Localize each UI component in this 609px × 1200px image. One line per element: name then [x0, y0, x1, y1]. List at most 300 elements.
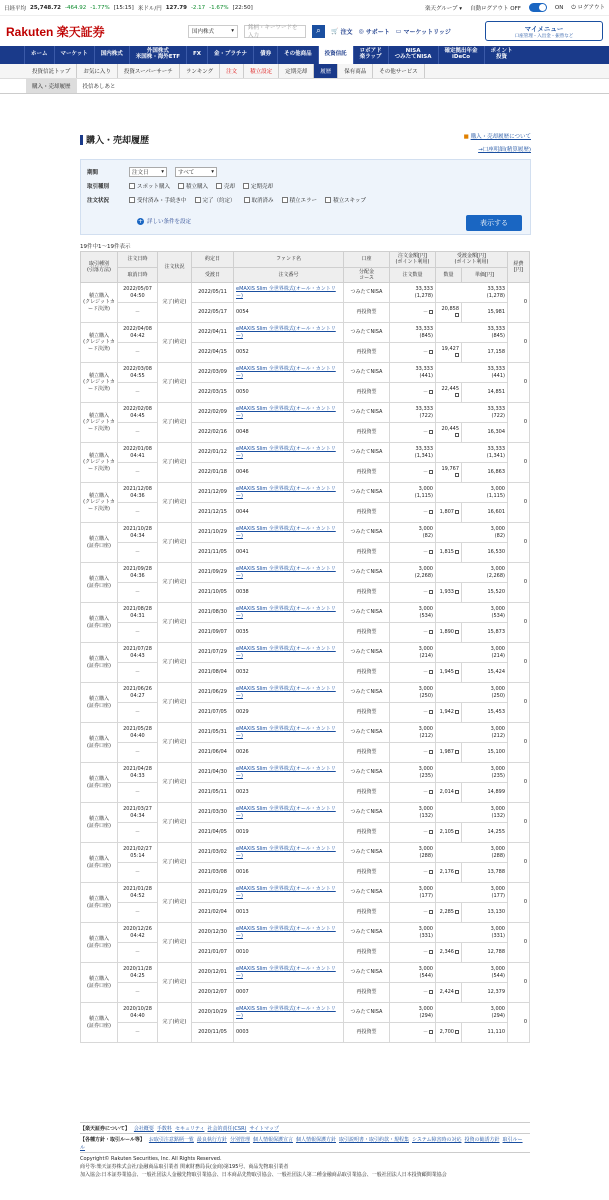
checkbox-box: [325, 197, 331, 203]
cell-account: つみたてNISA: [344, 363, 390, 383]
footer-link[interactable]: お取引注意銘柄一覧: [148, 1137, 194, 1143]
cell-exec-date: 2021/09/29: [192, 563, 234, 583]
cell-order-amount: 3,000 (82): [390, 523, 436, 543]
cell-order-no: 0038: [234, 583, 344, 603]
footer-link[interactable]: 分別管理: [229, 1137, 250, 1143]
cell-order-qty: [390, 783, 436, 803]
square-icon: [455, 710, 459, 714]
fund-name-link[interactable]: eMAXIS Slim 全世界株式(オール・カントリー): [234, 923, 344, 943]
cell-unit-price: 16,530: [462, 543, 508, 563]
order-qty-value: －: [422, 1029, 428, 1036]
cell-fee: 0: [508, 763, 530, 803]
cell-qty: [436, 903, 462, 923]
cell-account: つみたてNISA: [344, 683, 390, 703]
cell-cancel-date: －: [118, 943, 158, 963]
my-menu-title: マイメニュー: [524, 24, 564, 33]
order-qty-value: －: [422, 869, 428, 876]
gnav-nisa[interactable]: NISA つみたてNISA: [388, 46, 438, 64]
square-icon: [429, 350, 433, 354]
cell-cancel-date: －: [118, 303, 158, 323]
fund-name-link[interactable]: eMAXIS Slim 全世界株式(オール・カントリー): [234, 643, 344, 663]
square-icon: [455, 1030, 459, 1034]
cell-kind: 積立購入 (証券口座): [81, 523, 118, 563]
qty-value: 2,700: [439, 1029, 454, 1036]
table-row-sub: [81, 783, 530, 803]
table-row-sub: [81, 823, 530, 843]
cell-delivery-date: 2021/08/04: [192, 663, 234, 683]
fund-name-link[interactable]: eMAXIS Slim 全世界株式(オール・カントリー): [234, 323, 344, 343]
footer-link[interactable]: 手数料: [156, 1126, 172, 1132]
cell-delivery-date: 2021/01/07: [192, 943, 234, 963]
cell-order-date: 2021/03/27 04:34: [118, 803, 158, 823]
table-row: [81, 1003, 530, 1023]
chevron-down-icon: ▾: [211, 169, 214, 175]
show-button[interactable]: 表示する: [466, 215, 522, 231]
th-order-no: 注文番号: [234, 267, 344, 283]
type-spot-label: スポット購入: [137, 184, 171, 190]
my-menu-sub: 口座管理・入出金・振替など: [514, 33, 574, 39]
fund-name-link[interactable]: eMAXIS Slim 全世界株式(オール・カントリー): [234, 443, 344, 463]
cell-kind: 積立購入 (証券口座): [81, 1003, 118, 1043]
type-row: [87, 179, 524, 193]
cell-kind: 積立購入 (クレジットカード決済): [81, 443, 118, 483]
cell-order-date: 2022/01/08 04:41: [118, 443, 158, 463]
th-kind: 取引種別 (引落方法): [81, 252, 118, 283]
cell-order-no: 0032: [234, 663, 344, 683]
cell-order-amount: 33,333 (441): [390, 363, 436, 383]
snav-ranking[interactable]: ランキング: [180, 64, 220, 78]
cell-fee: 0: [508, 1003, 530, 1043]
cell-kind: 積立購入 (証券口座): [81, 883, 118, 923]
gnav-robo[interactable]: ロボアド 楽ラップ: [353, 46, 388, 64]
cell-unit-price: 15,981: [462, 303, 508, 323]
cell-order-qty: [390, 583, 436, 603]
cell-cancel-date: －: [118, 423, 158, 443]
cell-dist-course: 再投資型: [344, 463, 390, 483]
type-periodic-sell-checkbox[interactable]: [243, 182, 273, 190]
snav-tsumitate[interactable]: 積立設定: [244, 64, 279, 78]
product-select-value: 国内株式: [192, 29, 215, 35]
cell-kind: 積立購入 (クレジットカード決済): [81, 483, 118, 523]
square-icon: [455, 393, 459, 397]
cell-kind: 積立購入 (クレジットカード決済): [81, 363, 118, 403]
cell-order-date: 2021/05/28 04:40: [118, 723, 158, 743]
cell-account: つみたてNISA: [344, 563, 390, 583]
snav-history[interactable]: 履歴: [314, 64, 338, 78]
cell-account: つみたてNISA: [344, 763, 390, 783]
cell-exec-date: 2020/12/01: [192, 963, 234, 983]
chevron-down-icon: ▾: [161, 169, 164, 175]
cell-cancel-date: －: [118, 583, 158, 603]
table-row: [81, 963, 530, 983]
qty-value: 19,767: [441, 466, 459, 473]
cell-dist-course: 再投資型: [344, 423, 390, 443]
status-accepted-label: 受付済み・手続き中: [137, 198, 187, 204]
gnav-home[interactable]: ホーム: [24, 46, 54, 64]
fund-name-link[interactable]: eMAXIS Slim 全世界株式(オール・カントリー): [234, 603, 344, 623]
table-row-sub: [81, 663, 530, 683]
footer-link[interactable]: 取引説明書・取引約款・規程集: [338, 1137, 409, 1143]
cell-delivery-date: 2022/04/15: [192, 343, 234, 363]
account-statement-link[interactable]: →口座明細(精算履歴): [478, 147, 531, 153]
cell-dist-course: 再投資型: [344, 703, 390, 723]
type-periodic-sell-label: 定期売却: [251, 184, 274, 190]
table-row-sub: [81, 743, 530, 763]
cell-order-qty: [390, 743, 436, 763]
order-qty-value: －: [422, 549, 428, 556]
gnav-gold[interactable]: 金・プラチナ: [207, 46, 253, 64]
cell-fee: 0: [508, 803, 530, 843]
support-link[interactable]: [359, 27, 390, 36]
order-qty-value: －: [422, 429, 428, 436]
cell-unit-price: 14,255: [462, 823, 508, 843]
square-icon: [429, 790, 433, 794]
cell-status: 完了(約定): [158, 323, 192, 363]
fund-name-link[interactable]: eMAXIS Slim 全世界株式(オール・カントリー): [234, 523, 344, 543]
cell-order-amount: 3,000 (177): [390, 883, 436, 903]
search-button[interactable]: [312, 25, 325, 38]
gnav-jp-stock[interactable]: 国内株式: [94, 46, 129, 64]
cell-account: つみたてNISA: [344, 323, 390, 343]
cell-order-qty: [390, 1023, 436, 1043]
cell-order-qty: [390, 343, 436, 363]
cell-recv-amount: 3,000 (544): [436, 963, 508, 983]
fund-name-link[interactable]: eMAXIS Slim 全世界株式(オール・カントリー): [234, 483, 344, 503]
snav-other-services[interactable]: その他サービス: [373, 64, 425, 78]
footer-link[interactable]: 個人情報保護宣言: [252, 1137, 293, 1143]
cell-order-date: 2021/08/28 04:31: [118, 603, 158, 623]
snav-order[interactable]: 注文: [220, 64, 244, 78]
footer-link[interactable]: 会社概要: [133, 1126, 154, 1132]
th-dist-course: 分配金 コース: [344, 267, 390, 283]
cell-kind: 積立購入 (証券口座): [81, 843, 118, 883]
cell-dist-course: 再投資型: [344, 823, 390, 843]
cell-recv-amount: 3,000 (177): [436, 883, 508, 903]
sub-nav: [0, 64, 609, 79]
cell-qty: [436, 303, 462, 323]
cell-status: 完了(約定): [158, 963, 192, 1003]
order-qty-value: －: [422, 349, 428, 356]
status-error-checkbox[interactable]: [282, 196, 318, 204]
cell-cancel-date: －: [118, 463, 158, 483]
status-accepted-checkbox[interactable]: [129, 196, 187, 204]
snav-periodic-sell[interactable]: 定期売却: [279, 64, 314, 78]
cell-order-qty: [390, 423, 436, 443]
cell-cancel-date: －: [118, 823, 158, 843]
cell-dist-course: 再投資型: [344, 743, 390, 763]
cell-order-date: 2020/11/28 04:25: [118, 963, 158, 983]
qty-value: 1,933: [439, 589, 454, 596]
cell-account: つみたてNISA: [344, 523, 390, 543]
period-type-select[interactable]: [129, 167, 167, 177]
cell-order-amount: 3,000 (294): [390, 1003, 436, 1023]
cell-order-amount: 3,000 (132): [390, 803, 436, 823]
table-row-sub: [81, 423, 530, 443]
cell-recv-amount: 33,333 (1,341): [436, 443, 508, 463]
fund-name-link[interactable]: eMAXIS Slim 全世界株式(オール・カントリー): [234, 563, 344, 583]
auto-logout-toggle[interactable]: [529, 3, 547, 12]
usdjpy-time: [22:50]: [232, 4, 253, 11]
cell-exec-date: 2021/01/29: [192, 883, 234, 903]
square-icon: [429, 310, 433, 314]
search-input[interactable]: [244, 25, 306, 38]
footer-link[interactable]: 社会的責任(CSR): [207, 1126, 247, 1132]
gnav-bond[interactable]: 債券: [253, 46, 277, 64]
footer-policy: [80, 1133, 530, 1152]
cell-account: つみたてNISA: [344, 443, 390, 463]
cell-exec-date: 2022/01/12: [192, 443, 234, 463]
status-done-checkbox[interactable]: [195, 196, 236, 204]
cell-unit-price: 15,100: [462, 743, 508, 763]
order-qty-value: －: [422, 469, 428, 476]
gnav-point[interactable]: ポイント 投資: [484, 46, 519, 64]
cell-delivery-date: 2022/05/17: [192, 303, 234, 323]
fund-name-link[interactable]: eMAXIS Slim 全世界株式(オール・カントリー): [234, 683, 344, 703]
footer-policy-title: 【各種方針・取引ルール等】: [80, 1137, 145, 1143]
cell-delivery-date: 2021/02/04: [192, 903, 234, 923]
cell-fee: 0: [508, 403, 530, 443]
tab-fund-footprint[interactable]: 投信あしあと: [82, 84, 116, 90]
cell-order-date: 2022/03/08 04:55: [118, 363, 158, 383]
cell-delivery-date: 2021/07/05: [192, 703, 234, 723]
cell-exec-date: 2021/03/02: [192, 843, 234, 863]
market-speed-link[interactable]: [396, 27, 451, 36]
gnav-market[interactable]: マーケット: [54, 46, 94, 64]
type-label: 取引種別: [87, 184, 110, 190]
gnav-other[interactable]: その他商品: [277, 46, 318, 64]
snav-super-search[interactable]: 投資スーパーサーチ: [118, 64, 180, 78]
cell-order-date: 2022/04/08 04:42: [118, 323, 158, 343]
cell-dist-course: 再投資型: [344, 783, 390, 803]
cell-delivery-date: 2021/12/15: [192, 503, 234, 523]
status-cancelled-checkbox[interactable]: [244, 196, 274, 204]
cell-exec-date: 2021/12/09: [192, 483, 234, 503]
table-row: [81, 723, 530, 743]
page-title-text: 購入・売却履歴: [86, 136, 150, 146]
cell-order-date: 2021/07/28 04:43: [118, 643, 158, 663]
order-qty-value: －: [422, 989, 428, 996]
cell-account: つみたてNISA: [344, 403, 390, 423]
cell-unit-price: 12,788: [462, 943, 508, 963]
tab-bar: [0, 79, 609, 94]
square-icon: [455, 990, 459, 994]
association-info: 加入協会:日本証券業協会、一般社団法人金融先物取引業協会、日本商品先物取引協会、一般社団法人第二種金融商品取引業協会、一般社団法人日本投資顧問業協会: [80, 1172, 447, 1178]
type-sell-checkbox[interactable]: [216, 182, 235, 190]
cell-account: つみたてNISA: [344, 923, 390, 943]
footer-link[interactable]: 取引ルール: [80, 1137, 523, 1151]
status-cancelled-label: 取消済み: [251, 198, 274, 204]
cell-status: 完了(約定): [158, 603, 192, 643]
fund-name-link[interactable]: eMAXIS Slim 全世界株式(オール・カントリー): [234, 803, 344, 823]
cell-order-no: 0007: [234, 983, 344, 1003]
cell-unit-price: 17,158: [462, 343, 508, 363]
square-icon: [455, 910, 459, 914]
cell-dist-course: 再投資型: [344, 303, 390, 323]
support-icon: ◎: [358, 27, 364, 35]
result-count: 19件中1～19件表示: [80, 244, 131, 250]
cell-status: 完了(約定): [158, 1003, 192, 1043]
cell-delivery-date: 2022/02/16: [192, 423, 234, 443]
detail-conditions-link[interactable]: [137, 217, 191, 225]
cell-fee: 0: [508, 363, 530, 403]
table-row: [81, 843, 530, 863]
cell-cancel-date: －: [118, 863, 158, 883]
status-skip-checkbox[interactable]: [325, 196, 366, 204]
footer-link[interactable]: システム障害時の対応: [412, 1137, 462, 1143]
qty-value: 2,285: [439, 909, 454, 916]
product-select[interactable]: [188, 25, 238, 38]
gnav-ideco[interactable]: 確定拠出年金 iDeCo: [438, 46, 484, 64]
auto-logout-label: 自動ログアウト OFF: [470, 5, 521, 12]
cell-cancel-date: －: [118, 543, 158, 563]
qty-value: 2,105: [439, 829, 454, 836]
table-row: [81, 483, 530, 503]
checkbox-box: [282, 197, 288, 203]
table-row-sub: [81, 943, 530, 963]
qty-value: 1,890: [439, 629, 454, 636]
cell-order-no: 0046: [234, 463, 344, 483]
qty-value: 2,346: [439, 949, 454, 956]
th-delivery-date: 受渡日: [192, 267, 234, 283]
cell-recv-amount: 3,000 (288): [436, 843, 508, 863]
footer-link[interactable]: サイトマップ: [249, 1126, 279, 1132]
cell-dist-course: 再投資型: [344, 543, 390, 563]
gnav-fund[interactable]: 投資信託: [318, 46, 353, 64]
cell-order-qty: [390, 503, 436, 523]
type-sell-label: 売却: [224, 184, 236, 190]
order-qty-value: －: [422, 909, 428, 916]
cell-order-date: 2020/12/26 04:42: [118, 923, 158, 943]
table-row: [81, 443, 530, 463]
cell-unit-price: 12,379: [462, 983, 508, 1003]
table-row-sub: [81, 703, 530, 723]
cell-qty: [436, 823, 462, 843]
footer-link[interactable]: 最良執行方針: [196, 1137, 227, 1143]
about-history-link[interactable]: 購入・売却履歴について: [470, 134, 531, 140]
cell-unit-price: 11,110: [462, 1023, 508, 1043]
fund-name-link[interactable]: eMAXIS Slim 全世界株式(オール・カントリー): [234, 403, 344, 423]
cell-fee: 0: [508, 603, 530, 643]
cell-order-no: 0054: [234, 303, 344, 323]
cell-recv-amount: 3,000 (212): [436, 723, 508, 743]
cell-order-date: 2021/01/28 04:52: [118, 883, 158, 903]
cell-exec-date: 2022/04/11: [192, 323, 234, 343]
square-icon: [455, 830, 459, 834]
logout-button[interactable]: ⏻ ログアウト: [571, 5, 605, 11]
table-row-sub: [81, 863, 530, 883]
period-label: 期間: [87, 170, 99, 176]
cell-recv-amount: 3,000 (250): [436, 683, 508, 703]
cell-delivery-date: 2021/06/04: [192, 743, 234, 763]
period-range-select[interactable]: [175, 167, 217, 177]
cell-order-date: 2022/05/07 04:50: [118, 283, 158, 303]
cell-order-amount: 3,000 (1,115): [390, 483, 436, 503]
type-tsumitate-checkbox[interactable]: [178, 182, 208, 190]
cell-exec-date: 2021/08/30: [192, 603, 234, 623]
cell-kind: 積立購入 (証券口座): [81, 603, 118, 643]
cell-order-amount: 3,000 (331): [390, 923, 436, 943]
th-fund-name: ファンド名: [234, 252, 344, 268]
cell-fee: 0: [508, 843, 530, 883]
snav-holdings[interactable]: 保有商品: [338, 64, 373, 78]
status-error-label: 積立エラー: [289, 198, 318, 204]
cell-delivery-date: 2021/10/05: [192, 583, 234, 603]
cell-order-qty: [390, 543, 436, 563]
qty-value: 2,424: [439, 989, 454, 996]
cell-order-qty: [390, 703, 436, 723]
cell-fee: 0: [508, 523, 530, 563]
cell-account: つみたてNISA: [344, 283, 390, 303]
cell-account: つみたてNISA: [344, 1003, 390, 1023]
my-menu-button[interactable]: [485, 21, 603, 41]
cell-qty: [436, 943, 462, 963]
fund-name-link[interactable]: eMAXIS Slim 全世界株式(オール・カントリー): [234, 763, 344, 783]
rakuten-group-menu[interactable]: 楽天グループ ▾: [424, 5, 463, 12]
square-icon: [455, 750, 459, 754]
qty-value: 2,014: [439, 789, 454, 796]
gnav-foreign-stock[interactable]: 外国株式 米国株・海外ETF: [129, 46, 186, 64]
cell-fee: 0: [508, 883, 530, 923]
fund-name-link[interactable]: eMAXIS Slim 全世界株式(オール・カントリー): [234, 883, 344, 903]
cell-kind: 積立購入 (証券口座): [81, 923, 118, 963]
cell-order-no: 0050: [234, 383, 344, 403]
fund-name-link[interactable]: eMAXIS Slim 全世界株式(オール・カントリー): [234, 843, 344, 863]
cell-qty: [436, 343, 462, 363]
cell-dist-course: 再投資型: [344, 863, 390, 883]
tab-trade-history[interactable]: 購入・売却履歴: [26, 79, 77, 93]
checkbox-box: [244, 197, 250, 203]
fund-name-link[interactable]: eMAXIS Slim 全世界株式(オール・カントリー): [234, 1003, 344, 1023]
fund-name-link[interactable]: eMAXIS Slim 全世界株式(オール・カントリー): [234, 723, 344, 743]
cell-qty: [436, 623, 462, 643]
detail-conditions-label: 詳しい条件を設定: [147, 219, 192, 225]
footer-link[interactable]: セキュリティ: [174, 1126, 205, 1132]
snav-favorites[interactable]: お気に入り: [77, 64, 118, 78]
fund-name-link[interactable]: eMAXIS Slim 全世界株式(オール・カントリー): [234, 963, 344, 983]
cell-exec-date: 2020/10/29: [192, 1003, 234, 1023]
order-qty-value: －: [422, 829, 428, 836]
type-spot-checkbox[interactable]: [129, 182, 170, 190]
cell-delivery-date: 2021/04/05: [192, 823, 234, 843]
search-placeholder: 銘柄・キーワードを入力: [248, 25, 298, 39]
cell-delivery-date: 2021/05/11: [192, 783, 234, 803]
cell-cancel-date: －: [118, 623, 158, 643]
site-logo[interactable]: Rakuten 楽天証券: [6, 24, 105, 39]
table-row-sub: [81, 303, 530, 323]
footer-link[interactable]: 個人情報保護方針: [295, 1137, 336, 1143]
footer-link[interactable]: 投資の勧誘方針: [464, 1137, 500, 1143]
checkbox-box: [129, 197, 135, 203]
order-link[interactable]: [331, 27, 353, 36]
square-icon: [429, 670, 433, 674]
gnav-fx[interactable]: FX: [186, 46, 207, 64]
cell-order-qty: [390, 983, 436, 1003]
fund-name-link[interactable]: eMAXIS Slim 全世界株式(オール・カントリー): [234, 363, 344, 383]
square-icon: [455, 870, 459, 874]
cell-order-amount: 3,000 (214): [390, 643, 436, 663]
usdjpy-change: -2.17: [190, 4, 206, 11]
cell-recv-amount: 3,000 (235): [436, 763, 508, 783]
fund-name-link[interactable]: eMAXIS Slim 全世界株式(オール・カントリー): [234, 283, 344, 303]
cell-order-qty: [390, 463, 436, 483]
order-qty-value: －: [422, 669, 428, 676]
type-tsumitate-label: 積立購入: [186, 184, 209, 190]
snav-fund-top[interactable]: 投資信託トップ: [26, 64, 77, 78]
cell-order-no: 0041: [234, 543, 344, 563]
nikkei-change: -464.92: [64, 4, 87, 11]
footer-policy-links: [80, 1137, 523, 1151]
status-skip-label: 積立スキップ: [333, 198, 366, 204]
